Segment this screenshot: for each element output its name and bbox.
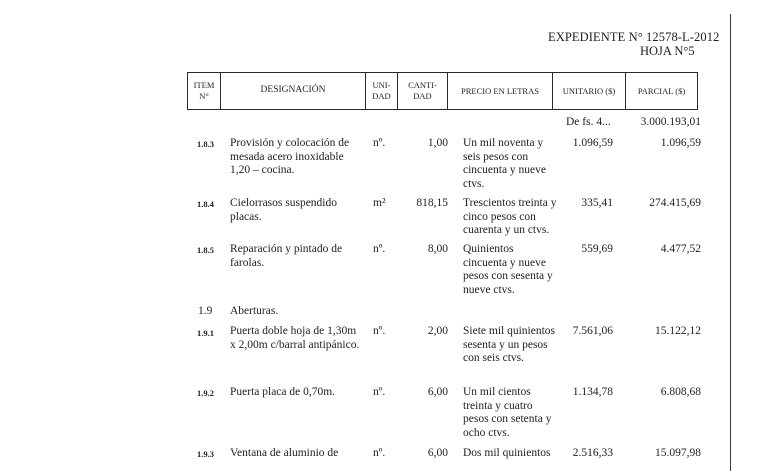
item-unit: nº.: [373, 325, 386, 337]
item-unit-price: 1.096,59: [572, 137, 613, 149]
table-header: [187, 72, 698, 110]
item-quantity: 1,00: [427, 137, 448, 149]
header-parcial: PARCIAL ($): [637, 85, 686, 96]
item-unit-price: 2.516,33: [572, 448, 613, 459]
section-number: 1.9: [198, 305, 213, 317]
item-price-words: Trescientos treinta y cinco pesos con cuarenta y un ctvs.: [463, 197, 557, 236]
item-unit: m²: [373, 197, 386, 209]
item-quantity: 6,00: [427, 448, 448, 459]
item-number: 1.8.4: [197, 199, 214, 209]
item-unit: nº.: [373, 448, 386, 459]
header-item: ITEM N°: [188, 73, 221, 109]
header-cantidad: CANTI- DAD: [398, 73, 448, 109]
item-partial: 274.415,69: [649, 197, 701, 209]
item-designation: Reparación y pintado de farolas.: [230, 243, 343, 269]
item-unit: nº.: [373, 137, 386, 149]
item-number: 1.9.2: [197, 388, 214, 398]
item-partial: 15.122,12: [655, 325, 701, 337]
item-designation: Puerta doble hoja de 1,30m x 2,00m c/barral antipánico.: [230, 325, 360, 351]
item-unit: nº.: [373, 386, 386, 398]
item-number: 1.8.3: [197, 139, 214, 149]
item-unit: nº.: [373, 243, 386, 255]
carry-value: 3.000.193,01: [640, 116, 701, 128]
item-price-words: Quinientos cincuenta y nueve pesos con sesenta y nueve ctvs.: [463, 243, 553, 296]
item-price-words: Siete mil quinientos sesenta y un pesos con seis ctvs.: [463, 325, 555, 364]
item-price-words: Un mil cientos treinta y cuatro pesos con setenta y ocho ctvs.: [463, 386, 552, 439]
header-unidad: UNI- DAD: [366, 73, 398, 109]
item-number: 1.9.3: [197, 449, 214, 459]
item-quantity: 6,00: [427, 386, 448, 398]
item-price-words: Un mil noventa y seis pesos con cincuenta y nueve ctvs.: [463, 137, 547, 190]
item-designation: Provisión y colocación de mesada acero inoxidable 1,20 – cocina.: [230, 137, 350, 176]
item-quantity: 2,00: [427, 325, 448, 337]
item-unit-price: 559,69: [581, 243, 613, 255]
section-title: Aberturas.: [230, 305, 279, 317]
item-price-words: Dos mil quinientos: [463, 448, 551, 459]
hoja-number: HOJA N°5: [640, 44, 695, 58]
item-unit-price: 7.561,06: [572, 325, 613, 337]
item-number: 1.9.1: [197, 328, 214, 338]
item-partial: 15.097,98: [655, 448, 701, 459]
item-unit-price: 1.134,78: [572, 386, 613, 398]
item-quantity: 8,00: [427, 243, 448, 255]
carry-label: De fs. 4...: [566, 116, 611, 128]
expediente-number: EXPEDIENTE N° 12578-L-2012: [548, 30, 720, 44]
page-right-border: [730, 14, 731, 471]
item-partial: 6.808,68: [660, 386, 701, 398]
item-designation: Cielorrasos suspendido placas.: [230, 197, 338, 223]
item-partial: 4.477,52: [660, 243, 701, 255]
item-number: 1.8.5: [197, 245, 214, 255]
header-precio-letras: PRECIO EN LETRAS: [448, 73, 553, 109]
item-unit-price: 335,41: [581, 197, 613, 209]
item-quantity: 818,15: [416, 197, 448, 209]
item-partial: 1.096,59: [660, 137, 701, 149]
cut-off-row: [0, 448, 770, 471]
header-designacion: DESIGNACIÓN: [221, 73, 366, 109]
item-designation: Ventana de aluminio de: [230, 448, 339, 459]
item-designation: Puerta placa de 0,70m.: [230, 386, 336, 398]
header-unitario: UNITARIO ($): [553, 73, 626, 109]
